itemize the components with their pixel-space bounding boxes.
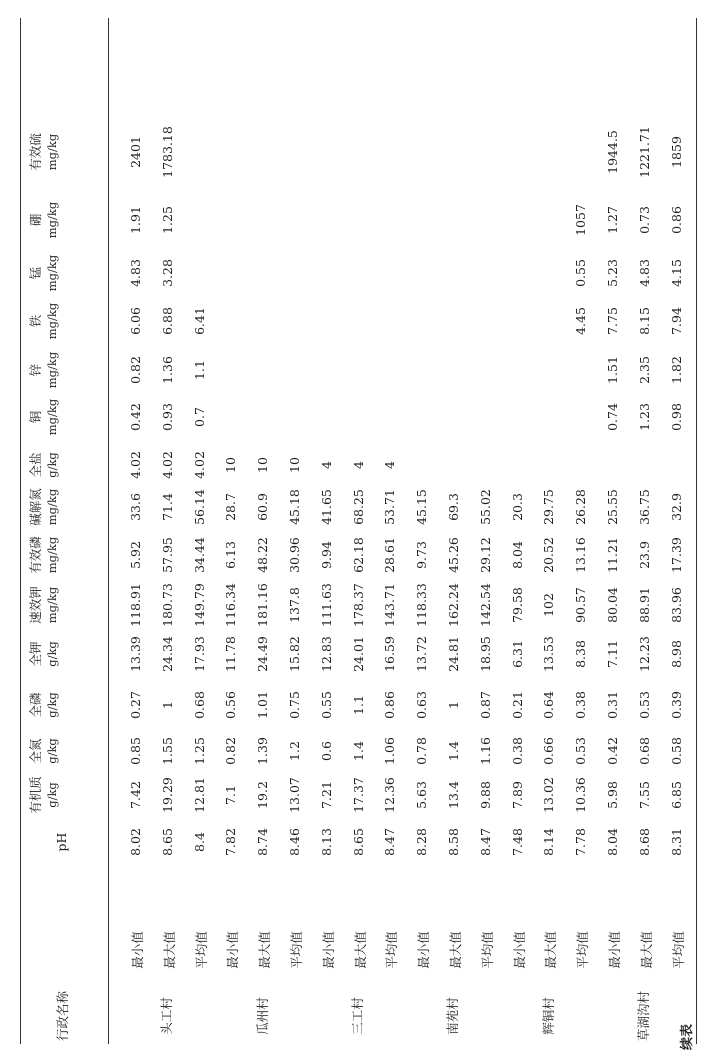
table-cell: 45.18 xyxy=(287,489,302,525)
table-cell: 69.3 xyxy=(446,493,461,521)
table-cell: 13.02 xyxy=(541,777,557,813)
table-cell: 0.73 xyxy=(636,206,652,234)
table-cell: 1221.71 xyxy=(636,126,652,178)
table-cell: 0.7 xyxy=(191,407,207,427)
table-cell: 0.87 xyxy=(477,691,493,719)
column-header xyxy=(28,641,60,667)
stat-label: 平均值 xyxy=(384,931,400,969)
column-header-name: 全钾 xyxy=(28,641,43,667)
table-cell: 1 xyxy=(159,701,175,709)
table-cell: 0.93 xyxy=(159,403,175,431)
table-cell: 24.81 xyxy=(446,636,461,672)
table-cell: 2401 xyxy=(128,136,143,168)
table-cell: 8.47 xyxy=(477,828,493,856)
table-cell: 0.98 xyxy=(668,403,684,431)
table-cell: 1.55 xyxy=(159,737,175,765)
table-cell: 0.31 xyxy=(605,691,620,719)
column-header-unit: g/kg xyxy=(45,452,59,478)
table-cell: 19.29 xyxy=(159,777,175,813)
column-header-unit: g/kg xyxy=(45,782,59,808)
table-cell: 12.83 xyxy=(318,636,334,672)
table-cell: 7.55 xyxy=(636,781,652,809)
table-cell: 4.02 xyxy=(159,451,175,479)
village-name: 南苑村 xyxy=(445,997,461,1035)
table-cell: 8.58 xyxy=(446,828,461,856)
stat-label: 平均值 xyxy=(670,931,686,969)
table-cell: 28.7 xyxy=(223,493,239,521)
column-header-unit: mg/kg xyxy=(45,302,59,340)
table-cell: 23.9 xyxy=(636,541,652,569)
table-cell: 9.94 xyxy=(318,541,334,569)
stat-label: 最小值 xyxy=(225,931,241,969)
stat-label: 最小值 xyxy=(416,931,432,969)
table-cell: 7.11 xyxy=(605,640,620,668)
column-header xyxy=(28,776,60,814)
table-cell: 8.28 xyxy=(414,828,430,856)
column-header-name: pH xyxy=(54,832,69,852)
column-header xyxy=(28,399,60,435)
table-top-rule xyxy=(20,18,21,1044)
column-header-unit: mg/kg xyxy=(45,201,59,239)
table-cell: 36.75 xyxy=(636,489,652,525)
column-header xyxy=(28,303,60,339)
table-cell: 0.42 xyxy=(128,403,143,431)
table-cell: 142.54 xyxy=(477,583,493,627)
table-cell: 6.06 xyxy=(128,307,143,335)
table-cell: 1.4 xyxy=(350,741,366,761)
table-cell: 0.38 xyxy=(573,691,589,719)
table-cell: 4 xyxy=(350,461,366,469)
table-cell: 62.18 xyxy=(350,537,366,573)
column-header xyxy=(28,586,60,624)
table-cell: 116.34 xyxy=(223,583,239,627)
table-cell: 90.57 xyxy=(573,587,589,623)
table-cell: 45.15 xyxy=(414,489,430,525)
stat-label: 平均值 xyxy=(289,931,304,969)
table-header-rule xyxy=(108,18,109,1044)
table-cell: 4.83 xyxy=(636,259,652,287)
village-name: 辉铜村 xyxy=(540,997,556,1035)
table-cell: 8.4 xyxy=(191,832,207,852)
table-cell: 0.42 xyxy=(605,737,620,765)
table-cell: 4.02 xyxy=(128,451,143,479)
stat-label: 平均值 xyxy=(193,931,209,969)
table-cell: 30.96 xyxy=(287,537,302,573)
table-cell: 56.14 xyxy=(191,489,207,525)
table-cell: 4 xyxy=(382,461,398,469)
table-cell: 8.65 xyxy=(350,828,366,856)
table-cell: 4.83 xyxy=(128,259,143,287)
table-cell: 162.24 xyxy=(446,583,461,627)
column-header-unit: mg/kg xyxy=(45,254,59,292)
table-cell: 111.63 xyxy=(318,583,334,627)
table-cell: 1.36 xyxy=(159,356,175,384)
table-cell: 12.36 xyxy=(382,777,398,813)
table-cell: 13.39 xyxy=(128,636,143,672)
table-cell: 26.28 xyxy=(573,489,589,525)
table-cell: 0.53 xyxy=(636,691,652,719)
stat-label: 最小值 xyxy=(320,931,336,969)
table-cell: 1.2 xyxy=(287,741,302,761)
table-cell: 0.68 xyxy=(191,691,207,719)
table-cell: 0.86 xyxy=(668,206,684,234)
table-cell: 0.27 xyxy=(128,691,143,719)
table-cell: 1.51 xyxy=(605,356,620,384)
table-cell: 17.39 xyxy=(668,537,684,573)
table-cell: 1.06 xyxy=(382,737,398,765)
table-cell: 118.91 xyxy=(128,583,143,627)
village-name: 草湖沟村 xyxy=(636,990,652,1042)
table-cell: 0.38 xyxy=(509,737,525,765)
table-cell: 71.4 xyxy=(159,493,175,521)
column-header-name: 铁 xyxy=(28,314,43,328)
column-header-name: 有机质 xyxy=(28,776,43,814)
column-header-unit: g/kg xyxy=(45,641,59,667)
table-cell: 6.13 xyxy=(223,541,239,569)
village-column-header: 行政名称 xyxy=(55,990,70,1042)
table-cell: 102 xyxy=(541,593,557,617)
stat-label: 平均值 xyxy=(575,931,591,969)
table-cell: 1859 xyxy=(668,136,684,168)
table-cell: 8.04 xyxy=(509,541,525,569)
column-header xyxy=(28,352,60,388)
table-cell: 1 xyxy=(446,701,461,709)
table-cell: 0.53 xyxy=(573,737,589,765)
stat-label: 最小值 xyxy=(511,931,527,969)
table-cell: 25.55 xyxy=(605,489,620,525)
stat-label: 最大值 xyxy=(257,931,273,969)
column-header-unit: mg/kg xyxy=(45,586,59,624)
table-cell: 8.31 xyxy=(668,828,684,856)
table-cell: 1.82 xyxy=(668,356,684,384)
table-cell: 57.95 xyxy=(159,537,175,573)
table-cell: 8.46 xyxy=(287,828,302,856)
table-cell: 32.9 xyxy=(668,493,684,521)
table-cell: 1944.5 xyxy=(605,130,620,174)
table-cell: 12.81 xyxy=(191,777,207,813)
table-cell: 0.55 xyxy=(573,259,589,287)
table-cell: 137.8 xyxy=(287,587,302,623)
table-cell: 45.26 xyxy=(446,537,461,573)
table-cell: 8.14 xyxy=(541,828,557,856)
table-cell: 10 xyxy=(223,457,239,473)
table-cell: 79.58 xyxy=(509,587,525,623)
table-cell: 4.02 xyxy=(191,451,207,479)
table-cell: 19.2 xyxy=(255,781,271,809)
table-cell: 8.68 xyxy=(636,828,652,856)
table-cell: 7.82 xyxy=(223,828,239,856)
stat-label: 最大值 xyxy=(638,931,654,969)
column-header xyxy=(28,536,60,574)
table-cell: 1.1 xyxy=(350,695,366,715)
table-cell: 6.31 xyxy=(509,640,525,668)
table-cell: 7.48 xyxy=(509,828,525,856)
table-cell: 7.21 xyxy=(318,781,334,809)
table-cell: 0.6 xyxy=(318,741,334,761)
table-cell: 1783.18 xyxy=(159,126,175,178)
column-header-unit: mg/kg xyxy=(45,398,59,436)
table-cell: 0.75 xyxy=(287,691,302,719)
column-header xyxy=(28,202,60,238)
table-cell: 55.02 xyxy=(477,489,493,525)
column-header-name: 有效硫 xyxy=(28,133,43,171)
table-cell: 1.39 xyxy=(255,737,271,765)
table-cell: 1.16 xyxy=(477,737,493,765)
column-header-name: 全氮 xyxy=(28,738,43,764)
table-cell: 11.21 xyxy=(605,537,620,573)
table-cell: 9.73 xyxy=(414,541,430,569)
table-cell: 48.22 xyxy=(255,537,271,573)
column-header-name: 碱解氮 xyxy=(28,488,43,526)
column-header-unit: g/kg xyxy=(45,692,59,718)
table-cell: 7.89 xyxy=(509,781,525,809)
table-cell: 8.74 xyxy=(255,828,271,856)
table-cell: 0.58 xyxy=(668,737,684,765)
table-cell: 181.16 xyxy=(255,583,271,627)
stat-label: 最小值 xyxy=(130,931,145,969)
table-cell: 83.96 xyxy=(668,587,684,623)
table-cell: 0.21 xyxy=(509,691,525,719)
table-cell: 8.98 xyxy=(668,640,684,668)
table-cell: 0.74 xyxy=(605,403,620,431)
table-cell: 68.25 xyxy=(350,489,366,525)
table-cell: 41.65 xyxy=(318,489,334,525)
table-cell: 1.27 xyxy=(605,206,620,234)
table-caption: 续表 xyxy=(680,1023,695,1050)
table-cell: 6.88 xyxy=(159,307,175,335)
column-header-name: 全磷 xyxy=(28,692,43,718)
table-cell: 1.23 xyxy=(636,403,652,431)
stat-label: 平均值 xyxy=(479,931,495,969)
column-header-name: 全盐 xyxy=(28,452,43,478)
table-cell: 118.33 xyxy=(414,583,430,627)
table-cell: 2.35 xyxy=(636,356,652,384)
table-cell: 13.72 xyxy=(414,636,430,672)
table-cell: 6.85 xyxy=(668,781,684,809)
table-cell: 17.37 xyxy=(350,777,366,813)
table-cell: 13.07 xyxy=(287,777,302,813)
table-cell: 20.52 xyxy=(541,537,557,573)
table-cell: 33.6 xyxy=(128,493,143,521)
table-cell: 1.01 xyxy=(255,691,271,719)
table-cell: 10 xyxy=(255,457,271,473)
column-header xyxy=(28,255,60,291)
column-header xyxy=(28,133,60,171)
table-cell: 0.39 xyxy=(668,691,684,719)
table-cell: 29.75 xyxy=(541,489,557,525)
table-cell: 18.95 xyxy=(477,636,493,672)
table-cell: 7.94 xyxy=(668,307,684,335)
table-cell: 60.9 xyxy=(255,493,271,521)
table-cell: 8.38 xyxy=(573,640,589,668)
column-header-name: 速效钾 xyxy=(28,586,43,624)
table-cell: 8.15 xyxy=(636,307,652,335)
table-cell: 0.82 xyxy=(128,356,143,384)
table-cell: 10 xyxy=(287,457,302,473)
table-cell: 88.91 xyxy=(636,587,652,623)
table-cell: 1.25 xyxy=(191,737,207,765)
table-cell: 5.98 xyxy=(605,781,620,809)
stat-label: 最大值 xyxy=(543,931,559,969)
table-cell: 0.56 xyxy=(223,691,239,719)
column-header-name: 硼 xyxy=(28,213,43,227)
table-cell: 1057 xyxy=(573,204,589,236)
table-cell: 9.88 xyxy=(477,781,493,809)
table-cell: 0.82 xyxy=(223,737,239,765)
table-cell: 24.01 xyxy=(350,636,366,672)
table-cell: 24.34 xyxy=(159,636,175,672)
table-cell: 53.71 xyxy=(382,489,398,525)
table-cell: 5.23 xyxy=(605,259,620,287)
table-cell: 1.91 xyxy=(128,206,143,234)
village-name: 头工村 xyxy=(159,997,175,1035)
table-cell: 0.63 xyxy=(414,691,430,719)
table-cell: 8.04 xyxy=(605,828,620,856)
column-header-unit: mg/kg xyxy=(45,536,59,574)
column-header-name: 有效磷 xyxy=(28,536,43,574)
table-cell: 5.92 xyxy=(128,541,143,569)
table-cell: 7.1 xyxy=(223,785,239,805)
table-cell: 5.63 xyxy=(414,781,430,809)
column-header xyxy=(28,738,60,764)
table-cell: 10.36 xyxy=(573,777,589,813)
stat-label: 最小值 xyxy=(607,931,622,969)
table-cell: 29.12 xyxy=(477,537,493,573)
stat-label: 最大值 xyxy=(352,931,368,969)
table-cell: 1.4 xyxy=(446,741,461,761)
table-cell: 4.15 xyxy=(668,259,684,287)
stat-label: 最大值 xyxy=(161,931,177,969)
table-cell: 180.73 xyxy=(159,583,175,627)
table-cell: 6.41 xyxy=(191,307,207,335)
column-header xyxy=(28,488,60,526)
village-name: 三工村 xyxy=(349,997,365,1035)
table-cell: 13.53 xyxy=(541,636,557,672)
table-cell: 0.85 xyxy=(128,737,143,765)
column-header xyxy=(28,452,60,478)
table-cell: 3.28 xyxy=(159,259,175,287)
table-cell: 13.4 xyxy=(446,781,461,809)
table-cell: 7.42 xyxy=(128,781,143,809)
table-cell: 4 xyxy=(318,461,334,469)
table-cell: 24.49 xyxy=(255,636,271,672)
column-header-unit: g/kg xyxy=(45,738,59,764)
table-cell: 0.68 xyxy=(636,737,652,765)
table-bottom-rule xyxy=(696,18,697,1044)
column-header-unit: mg/kg xyxy=(45,488,59,526)
table-cell: 7.75 xyxy=(605,307,620,335)
table-cell: 28.61 xyxy=(382,537,398,573)
table-cell: 13.16 xyxy=(573,537,589,573)
table-cell: 0.66 xyxy=(541,737,557,765)
table-cell: 34.44 xyxy=(191,537,207,573)
table-cell: 15.82 xyxy=(287,636,302,672)
table-cell: 8.13 xyxy=(318,828,334,856)
table-cell: 11.78 xyxy=(223,636,239,672)
table-cell: 1.1 xyxy=(191,360,207,380)
table-cell: 16.59 xyxy=(382,636,398,672)
table-cell: 17.93 xyxy=(191,636,207,672)
village-name: 瓜州村 xyxy=(254,997,270,1035)
table-cell: 143.71 xyxy=(382,583,398,627)
table-cell: 8.65 xyxy=(159,828,175,856)
column-header-unit: mg/kg xyxy=(45,351,59,389)
column-header xyxy=(28,692,60,718)
table-cell: 4.45 xyxy=(573,307,589,335)
table-cell: 0.78 xyxy=(414,737,430,765)
table-cell: 0.64 xyxy=(541,691,557,719)
column-header-name: 锰 xyxy=(28,266,43,280)
table-cell: 8.47 xyxy=(382,828,398,856)
table-cell: 20.3 xyxy=(509,493,525,521)
table-cell: 0.86 xyxy=(382,691,398,719)
table-cell: 7.78 xyxy=(573,828,589,856)
column-header-unit: mg/kg xyxy=(45,133,59,171)
table-cell: 12.23 xyxy=(636,636,652,672)
stat-label: 最大值 xyxy=(448,931,463,969)
table-cell: 1.25 xyxy=(159,206,175,234)
table-cell: 8.02 xyxy=(128,828,143,856)
table-cell: 0.55 xyxy=(318,691,334,719)
column-header-name: 锌 xyxy=(28,363,43,377)
table-cell: 80.04 xyxy=(605,587,620,623)
column-header-name: 铜 xyxy=(28,410,43,424)
table-cell: 149.79 xyxy=(191,583,207,627)
table-cell: 178.37 xyxy=(350,583,366,627)
column-header xyxy=(54,833,70,852)
